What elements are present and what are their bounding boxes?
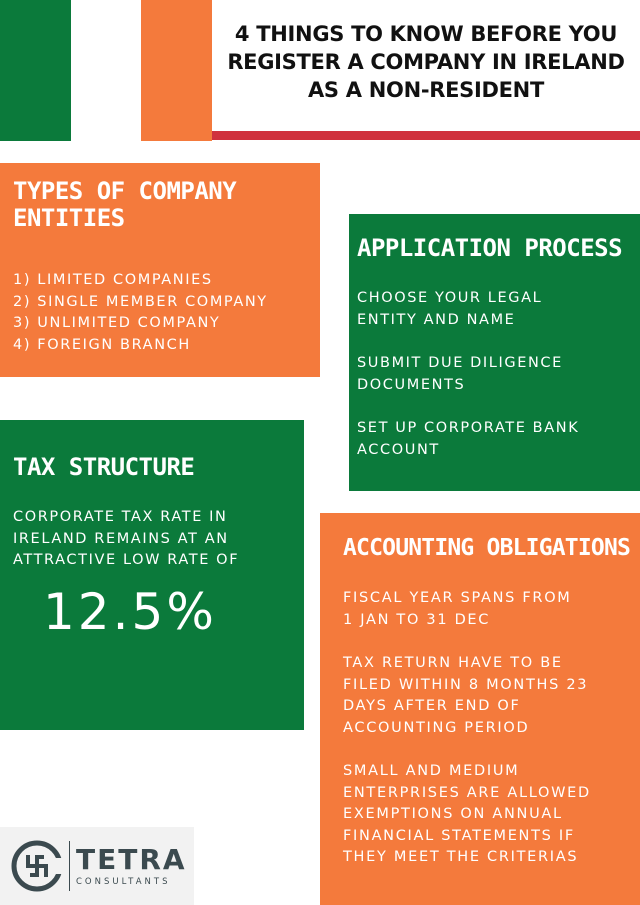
text-line: FILED WITHIN 8 MONTHS 23 [343,676,589,693]
page-title [212,20,640,104]
list-item [357,353,640,396]
panel-title: TAX STRUCTURE [13,453,195,481]
text-line: CHOOSE YOUR LEGAL [357,290,543,306]
text-line: ENTERPRISES ARE ALLOWED [343,784,591,801]
text-line: 1 JAN TO 31 DEC [343,611,491,628]
list-item [343,761,640,869]
logo-subtitle: CONSULTANTS [76,877,171,887]
text-line: SET UP CORPORATE BANK [357,420,580,436]
list-item [343,653,640,739]
logo-divider [69,841,70,891]
text-line: SMALL AND MEDIUM [343,763,520,779]
title-line: ENTITIES [13,204,125,232]
list-item [343,588,640,631]
title-line: REGISTER A COMPANY IN IRELAND [227,50,625,74]
accounting-obligations-panel [320,513,640,905]
entity-list [13,270,320,356]
title-line: TYPES OF COMPANY [13,177,237,205]
tax-rate-value: 12.5% [43,582,217,641]
list-item [357,418,640,461]
title-line: 4 THINGS TO KNOW BEFORE YOU [234,22,618,46]
list-item: 1) LIMITED COMPANIES [13,272,213,288]
panel-title: ACCOUNTING OBLIGATIONS [343,535,631,561]
text-line: DOCUMENTS [357,376,466,393]
tetra-consultants-logo [0,827,194,905]
panel-title: APPLICATION PROCESS [357,234,623,262]
logo-name: TETRA [76,843,187,876]
flag-orange-stripe [141,0,212,141]
list-item: 2) SINGLE MEMBER COMPANY [13,293,268,310]
types-of-company-entities-panel [0,163,320,377]
flag-white-stripe [71,0,142,141]
obligation-list [343,588,640,869]
text-line: THEY MEET THE CRITERIAS [343,849,579,865]
tetra-emblem-icon [10,839,64,893]
text-line: ENTITY AND NAME [357,311,516,328]
flag-green-stripe [0,0,71,141]
tax-description [13,507,304,572]
text-line: ATTRACTIVE LOW RATE OF [13,552,240,568]
application-process-panel [349,214,640,491]
step-list [357,288,640,461]
list-item: 4) FOREIGN BRANCH [13,336,191,353]
list-item: 3) UNLIMITED COMPANY [13,315,221,331]
text-line: TAX RETURN HAVE TO BE [343,655,563,671]
logo-wordmark [76,845,187,887]
text-line: SUBMIT DUE DILIGENCE [357,355,563,371]
text-line: DAYS AFTER END OF [343,698,521,714]
text-line: EXEMPTIONS ON ANNUAL [343,806,563,822]
text-line: ACCOUNT [357,441,440,458]
irish-flag [0,0,212,141]
title-line: AS A NON-RESIDENT [307,78,544,102]
list-item [357,288,640,331]
text-line: CORPORATE TAX RATE IN [13,509,228,525]
header-divider [212,131,640,140]
text-line: FISCAL YEAR SPANS FROM [343,590,572,606]
tax-structure-panel [0,420,304,730]
text-line: IRELAND REMAINS AT AN [13,530,229,547]
text-line: ACCOUNTING PERIOD [343,719,530,736]
panel-title [13,178,320,232]
text-line: FINANCIAL STATEMENTS IF [343,827,575,844]
